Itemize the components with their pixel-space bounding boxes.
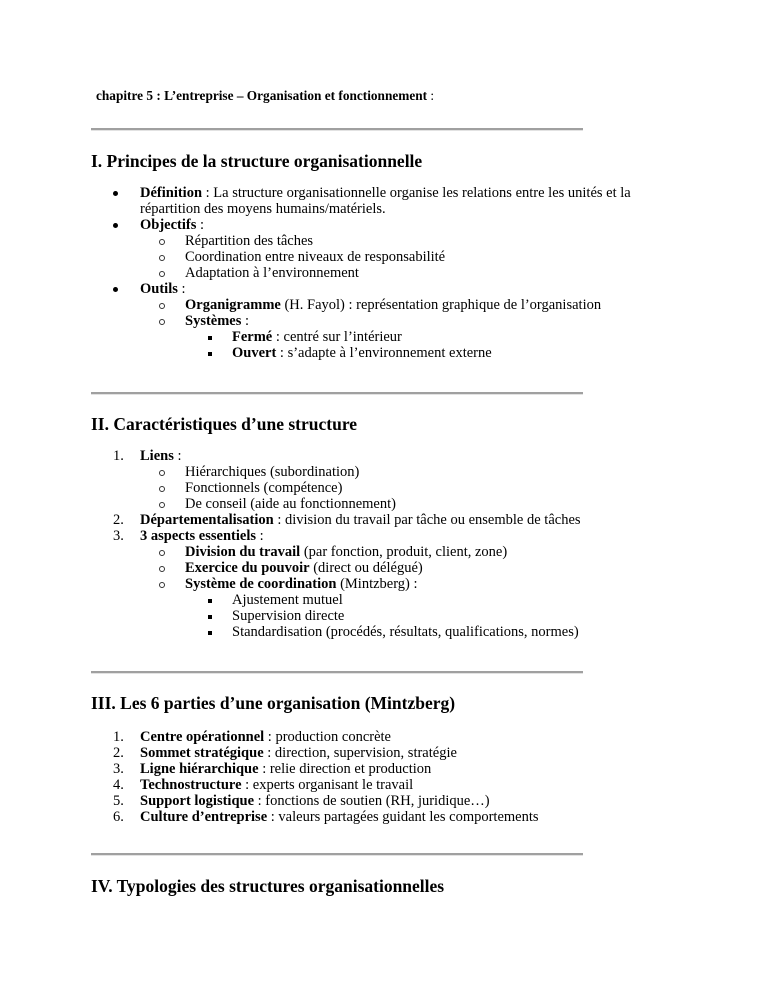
list-item: [91, 297, 691, 313]
item-label: Culture d’entreprise: [140, 809, 268, 825]
horizontal-rule: [91, 392, 583, 395]
section-heading-1: I. Principes de la structure organisationnelle: [91, 151, 423, 171]
item-label: Définition: [140, 185, 203, 201]
item-label: Départementalisation: [140, 512, 274, 528]
item-text: : valeurs partagées guidant les comportements: [267, 809, 539, 825]
list-item: [91, 608, 691, 624]
horizontal-rule: [91, 671, 583, 674]
list-number: 5.: [113, 793, 124, 809]
square-bullet-icon: [208, 631, 212, 635]
square-bullet-icon: [208, 599, 212, 603]
list-number: 2.: [113, 512, 124, 528]
list-item-aspects: [91, 528, 691, 544]
section-1-list: [91, 185, 691, 361]
item-label: Ouvert: [232, 345, 277, 361]
list-number: 1.: [113, 729, 124, 745]
circle-bullet-icon: [159, 319, 165, 325]
list-item: [91, 496, 691, 512]
item-text: Adaptation à l’environnement: [185, 265, 359, 281]
item-text: Fonctionnels (compétence): [185, 480, 343, 496]
section-2-list: [91, 448, 691, 640]
list-number: 4.: [113, 777, 124, 793]
list-item: [91, 793, 691, 809]
document-title: [96, 88, 434, 104]
list-item: [91, 624, 691, 640]
list-item: [91, 249, 691, 265]
list-item: [91, 313, 691, 329]
document-title-bold: chapitre 5 : L’entreprise – Organisation et fonctionnement: [96, 88, 428, 103]
item-text: : s’adapte à l’environnement externe: [276, 345, 492, 361]
item-label: Organigramme: [185, 297, 281, 313]
circle-bullet-icon: [159, 582, 165, 588]
horizontal-rule: [91, 853, 583, 856]
list-item: [91, 560, 691, 576]
item-label: Fermé: [232, 329, 273, 345]
item-text: De conseil (aide au fonctionnement): [185, 496, 396, 512]
list-item-outils: [91, 281, 691, 297]
item-label: Technostructure: [140, 777, 242, 793]
list-item: [91, 729, 691, 745]
list-item: [91, 777, 691, 793]
circle-bullet-icon: [159, 239, 165, 245]
item-label: Liens: [140, 448, 174, 464]
square-bullet-icon: [208, 352, 212, 356]
list-item-objectifs: [91, 217, 691, 233]
bullet-icon: [113, 223, 118, 228]
item-text: : relie direction et production: [258, 761, 432, 777]
item-label: Outils: [140, 281, 178, 297]
circle-bullet-icon: [159, 255, 165, 261]
square-bullet-icon: [208, 615, 212, 619]
item-label: Système de coordination: [185, 576, 337, 592]
item-label: 3 aspects essentiels: [140, 528, 256, 544]
bullet-icon: [113, 191, 118, 196]
item-label: Division du travail: [185, 544, 301, 560]
section-heading-2: II. Caractéristiques d’une structure: [91, 414, 358, 434]
item-label: Ligne hiérarchique: [140, 761, 259, 777]
item-label: Support logistique: [140, 793, 255, 809]
item-text: : production concrète: [264, 729, 391, 745]
list-item-liens: [91, 448, 691, 464]
section-heading-3: III. Les 6 parties d’une organisation (Mintzberg): [91, 693, 456, 713]
item-label: Centre opérationnel: [140, 729, 265, 745]
list-item: [91, 745, 691, 761]
list-item-departementalisation: [91, 512, 691, 528]
list-item: [91, 576, 691, 592]
item-label: Sommet stratégique: [140, 745, 264, 761]
item-text: : centré sur l’intérieur: [272, 329, 402, 345]
item-text: : direction, supervision, stratégie: [263, 745, 457, 761]
list-number: 6.: [113, 809, 124, 825]
horizontal-rule: [91, 128, 583, 131]
item-text: Coordination entre niveaux de responsabilité: [185, 249, 446, 265]
item-text: : fonctions de soutien (RH, juridique…): [254, 793, 490, 809]
item-text: Hiérarchiques (subordination): [185, 464, 360, 480]
circle-bullet-icon: [159, 566, 165, 572]
item-text: (direct ou délégué): [309, 560, 423, 576]
list-item: [91, 592, 691, 608]
section-3-list: [91, 729, 691, 825]
item-label: Exercice du pouvoir: [185, 560, 310, 576]
item-text: :: [177, 281, 186, 297]
bullet-icon: [113, 287, 118, 292]
document-title-suffix: :: [427, 88, 435, 103]
circle-bullet-icon: [159, 303, 165, 309]
item-text: (par fonction, produit, client, zone): [300, 544, 508, 560]
circle-bullet-icon: [159, 470, 165, 476]
list-number: 2.: [113, 745, 124, 761]
square-bullet-icon: [208, 336, 212, 340]
item-label: Objectifs: [140, 217, 197, 233]
item-text: (Mintzberg) :: [336, 576, 418, 592]
item-text: :: [256, 528, 264, 544]
item-text: :: [173, 448, 182, 464]
item-text: Répartition des tâches: [185, 233, 314, 249]
item-text: : experts organisant le travail: [241, 777, 414, 793]
item-text: Supervision directe: [232, 608, 345, 624]
section-heading-4: IV. Typologies des structures organisationnelles: [91, 876, 445, 896]
item-text: Ajustement mutuel: [232, 592, 343, 608]
list-item: [91, 761, 691, 777]
list-number: 3.: [113, 528, 124, 544]
circle-bullet-icon: [159, 486, 165, 492]
item-text: :: [241, 313, 250, 329]
list-item: [91, 809, 691, 825]
list-number: 3.: [113, 761, 124, 777]
circle-bullet-icon: [159, 550, 165, 556]
list-item: [91, 329, 691, 345]
circle-bullet-icon: [159, 271, 165, 277]
list-item: [91, 464, 691, 480]
item-label: Systèmes: [185, 313, 242, 329]
item-text: Standardisation (procédés, résultats, qualifications, normes): [232, 624, 579, 640]
list-item: [91, 345, 691, 361]
list-item: [91, 544, 691, 560]
item-text: : La structure organisationnelle organise les relations entre les unités et la répartition des moyens humains/matériels.: [140, 185, 631, 217]
item-text: :: [196, 217, 205, 233]
circle-bullet-icon: [159, 502, 165, 508]
list-item: [91, 480, 691, 496]
list-item: [91, 265, 691, 281]
list-number: 1.: [113, 448, 124, 464]
item-text: (H. Fayol) : représentation graphique de l’organisation: [280, 297, 602, 313]
list-item-definition: [91, 185, 680, 217]
item-text: : division du travail par tâche ou ensemble de tâches: [273, 512, 581, 528]
list-item: [91, 233, 691, 249]
